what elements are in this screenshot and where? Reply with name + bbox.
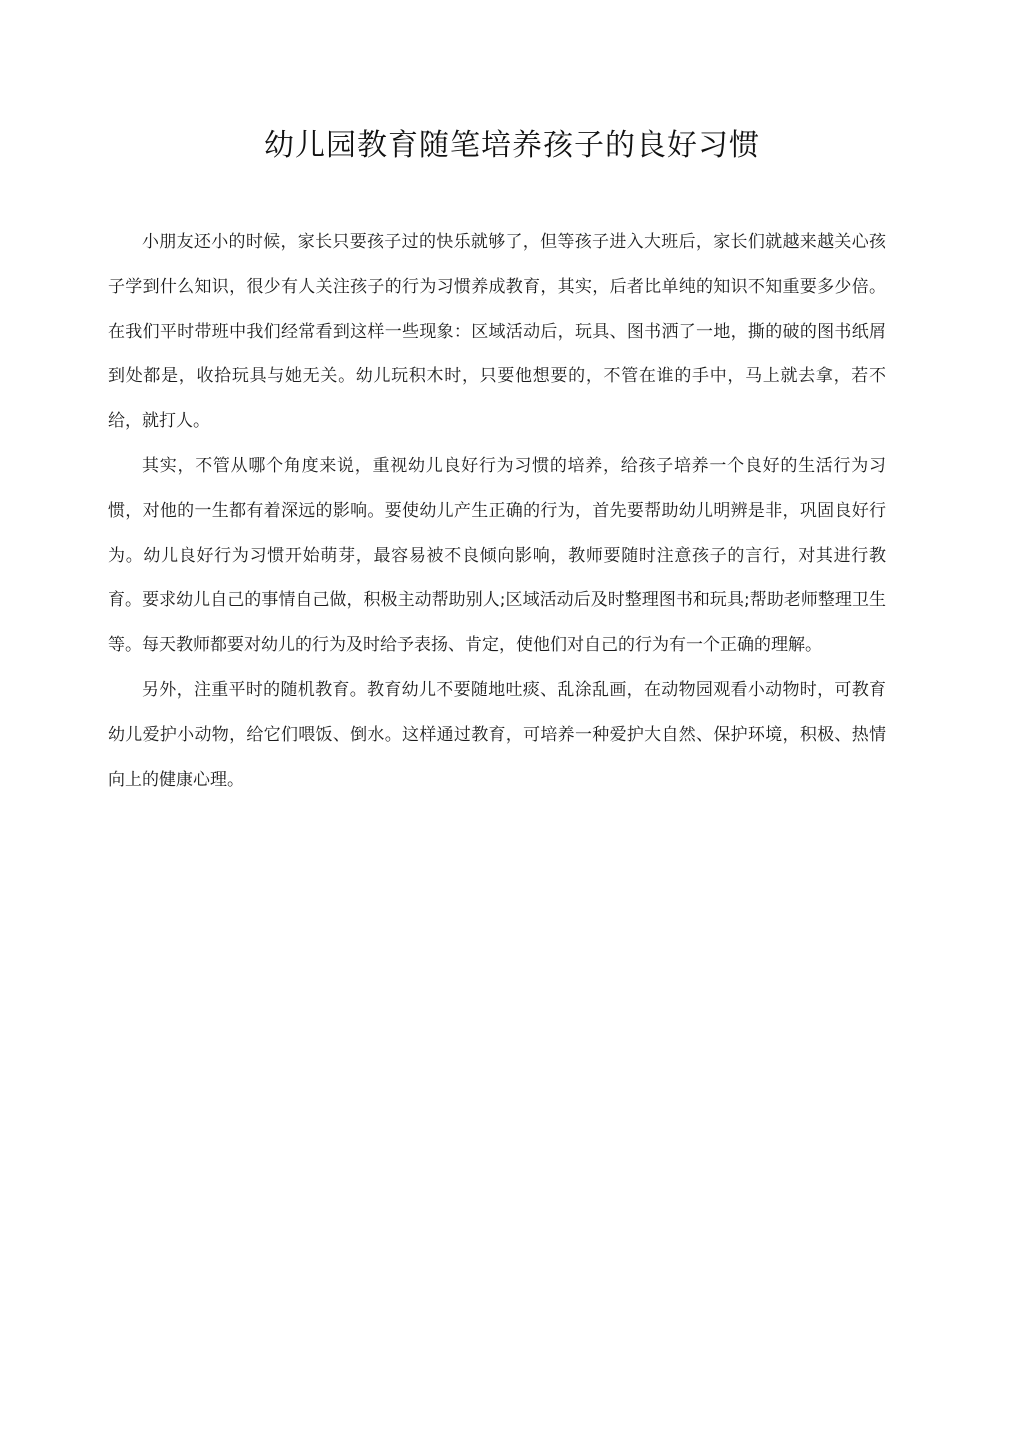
body-paragraph-3: 另外，注重平时的随机教育。教育幼儿不要随地吐痰、乱涂乱画，在动物园观看小动物时，可教育幼儿爱护小动物，给它们喂饭、倒水。这样通过教育，可培养一种爱护大自然、保护环境，积极、热情向上的健康心理。 [108,679,886,790]
body-paragraph-2: 其实，不管从哪个角度来说，重视幼儿良好行为习惯的培养，给孩子培养一个良好的生活行为习惯，对他的一生都有着深远的影响。要使幼儿产生正确的行为，首先要帮助幼儿明辨是非，巩固良好行为。幼儿良好行为习惯开始萌芽，最容易被不良倾向影响，教师要随时注意孩子的言行，对其进行教育。要求幼儿自己的事情自己做，积极主动帮助别人;区域活动后及时整理图书和玩具;帮助老师整理卫生等。每天教师都要对幼儿的行为及时给予表扬、肯定，使他们对自己的行为有一个正确的理解。 [108,455,886,656]
body-paragraph-1: 小朋友还小的时候，家长只要孩子过的快乐就够了，但等孩子进入大班后，家长们就越来越关心孩子学到什么知识，很少有人关注孩子的行为习惯养成教育，其实，后者比单纯的知识不知重要多少倍。在我们平时带班中我们经常看到这样一些现象：区域活动后，玩具、图书洒了一地，撕的破的图书纸屑到处都是，收拾玩具与她无关。幼儿玩积木时，只要他想要的，不管在谁的手中，马上就去拿，若不给，就打人。 [108,232,886,432]
document-title: 幼儿园教育随笔培养孩子的良好习惯 [264,128,760,163]
document-body [108,220,886,802]
